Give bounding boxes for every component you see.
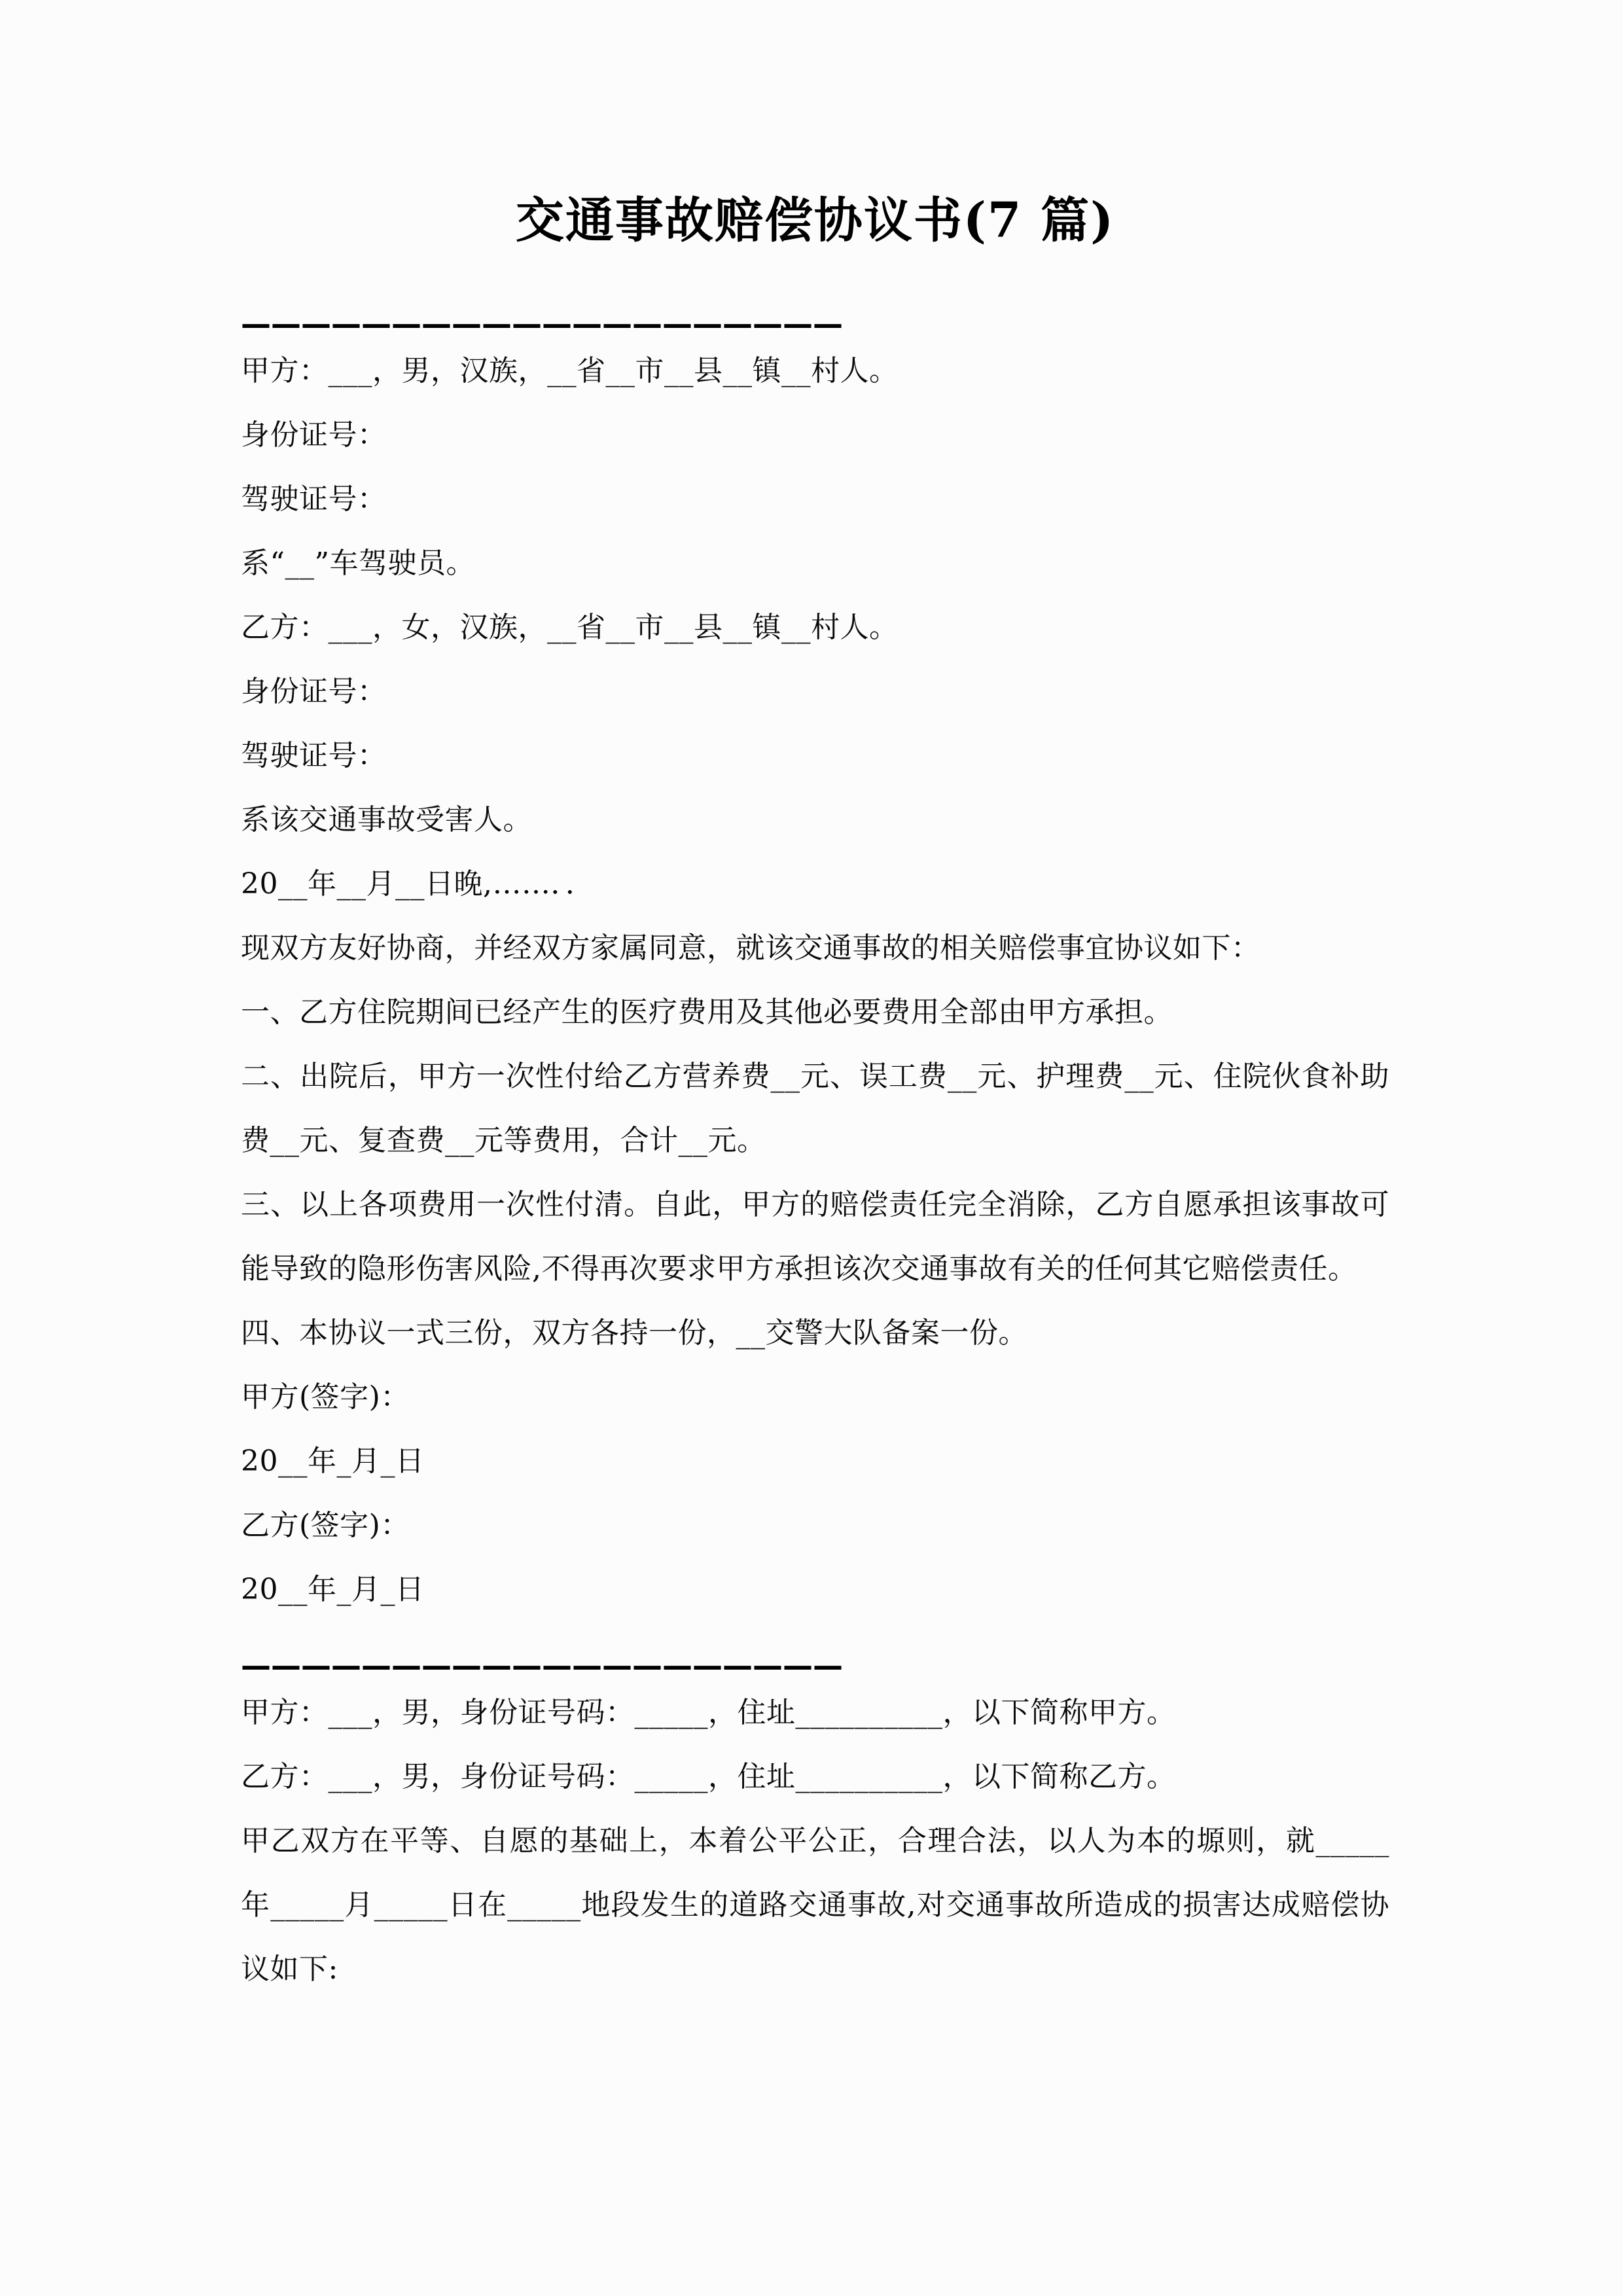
- page-title: 交通事故赔偿协议书(7 篇): [515, 192, 1115, 249]
- section-two-party-b-intro: 乙方：___，男，身份证号码：_____，住址__________，以下简称乙方。: [241, 1760, 1176, 1793]
- party-a-role-line: 系“__”车驾驶员。: [241, 547, 475, 580]
- section-separator-top: ————————————————————: [241, 306, 843, 339]
- party-b-license-label: 驾驶证号：: [241, 739, 387, 772]
- incident-date-line: 20__年__月__日晚,……．．: [241, 867, 595, 901]
- section-two-preamble: 甲乙双方在平等、自愿的基础上，本着公平公正，合理合法，以人为本的塬则，就_____年_____月_____日在_____地段发生的道路交通事故,对交通事故所造成的损害达成赔偿协议如下:: [241, 1824, 1389, 1986]
- section-separator-bottom: ————————————————————: [241, 1648, 843, 1681]
- party-b-id-label: 身份证号：: [241, 675, 387, 708]
- party-b-intro-line: 乙方：___，女，汉族，__省__市__县__镇__村人。: [241, 611, 899, 644]
- clause-four: 四、本协议一式三份，双方各持一份，__交警大队备案一份。: [241, 1316, 1027, 1350]
- party-a-license-label: 驾驶证号：: [241, 482, 387, 516]
- clause-one: 一、乙方住院期间已经产生的医疗费用及其他必要费用全部由甲方承担。: [241, 996, 1173, 1029]
- clause-two: 二、出院后，甲方一次性付给乙方营养费__元、误工费__元、护理费__元、住院伙食补助费__元、复查费__元等费用，合计__元。: [241, 1060, 1389, 1157]
- agreement-preamble: 现双方友好协商，并经双方家属同意，就该交通事故的相关赔偿事宜协议如下：: [241, 931, 1260, 965]
- signature-party-b-label: 乙方(签字)：: [241, 1509, 410, 1542]
- signature-party-a-label: 甲方(签字)：: [241, 1380, 410, 1414]
- party-a-id-label: 身份证号：: [241, 418, 387, 452]
- signature-party-a-date: 20__年_月_日: [241, 1444, 425, 1478]
- party-b-role-line: 系该交通事故受害人。: [241, 803, 532, 836]
- signature-party-b-date: 20__年_月_日: [241, 1573, 425, 1606]
- document-content: [241, 0, 1389, 2001]
- section-two-party-a-intro: 甲方：___，男，身份证号码：_____，住址__________，以下简称甲方。: [241, 1696, 1176, 1729]
- party-a-intro-line: 甲方：___，男，汉族，__省__市__县__镇__村人。: [241, 354, 899, 387]
- clause-three: 三、以上各项费用一次性付清。自此，甲方的赔偿责任完全消除，乙方自愿承担该事故可能导致的隐形伤害风险,不得再次要求甲方承担该次交通事故有关的任何其它赔偿责任。: [241, 1188, 1389, 1285]
